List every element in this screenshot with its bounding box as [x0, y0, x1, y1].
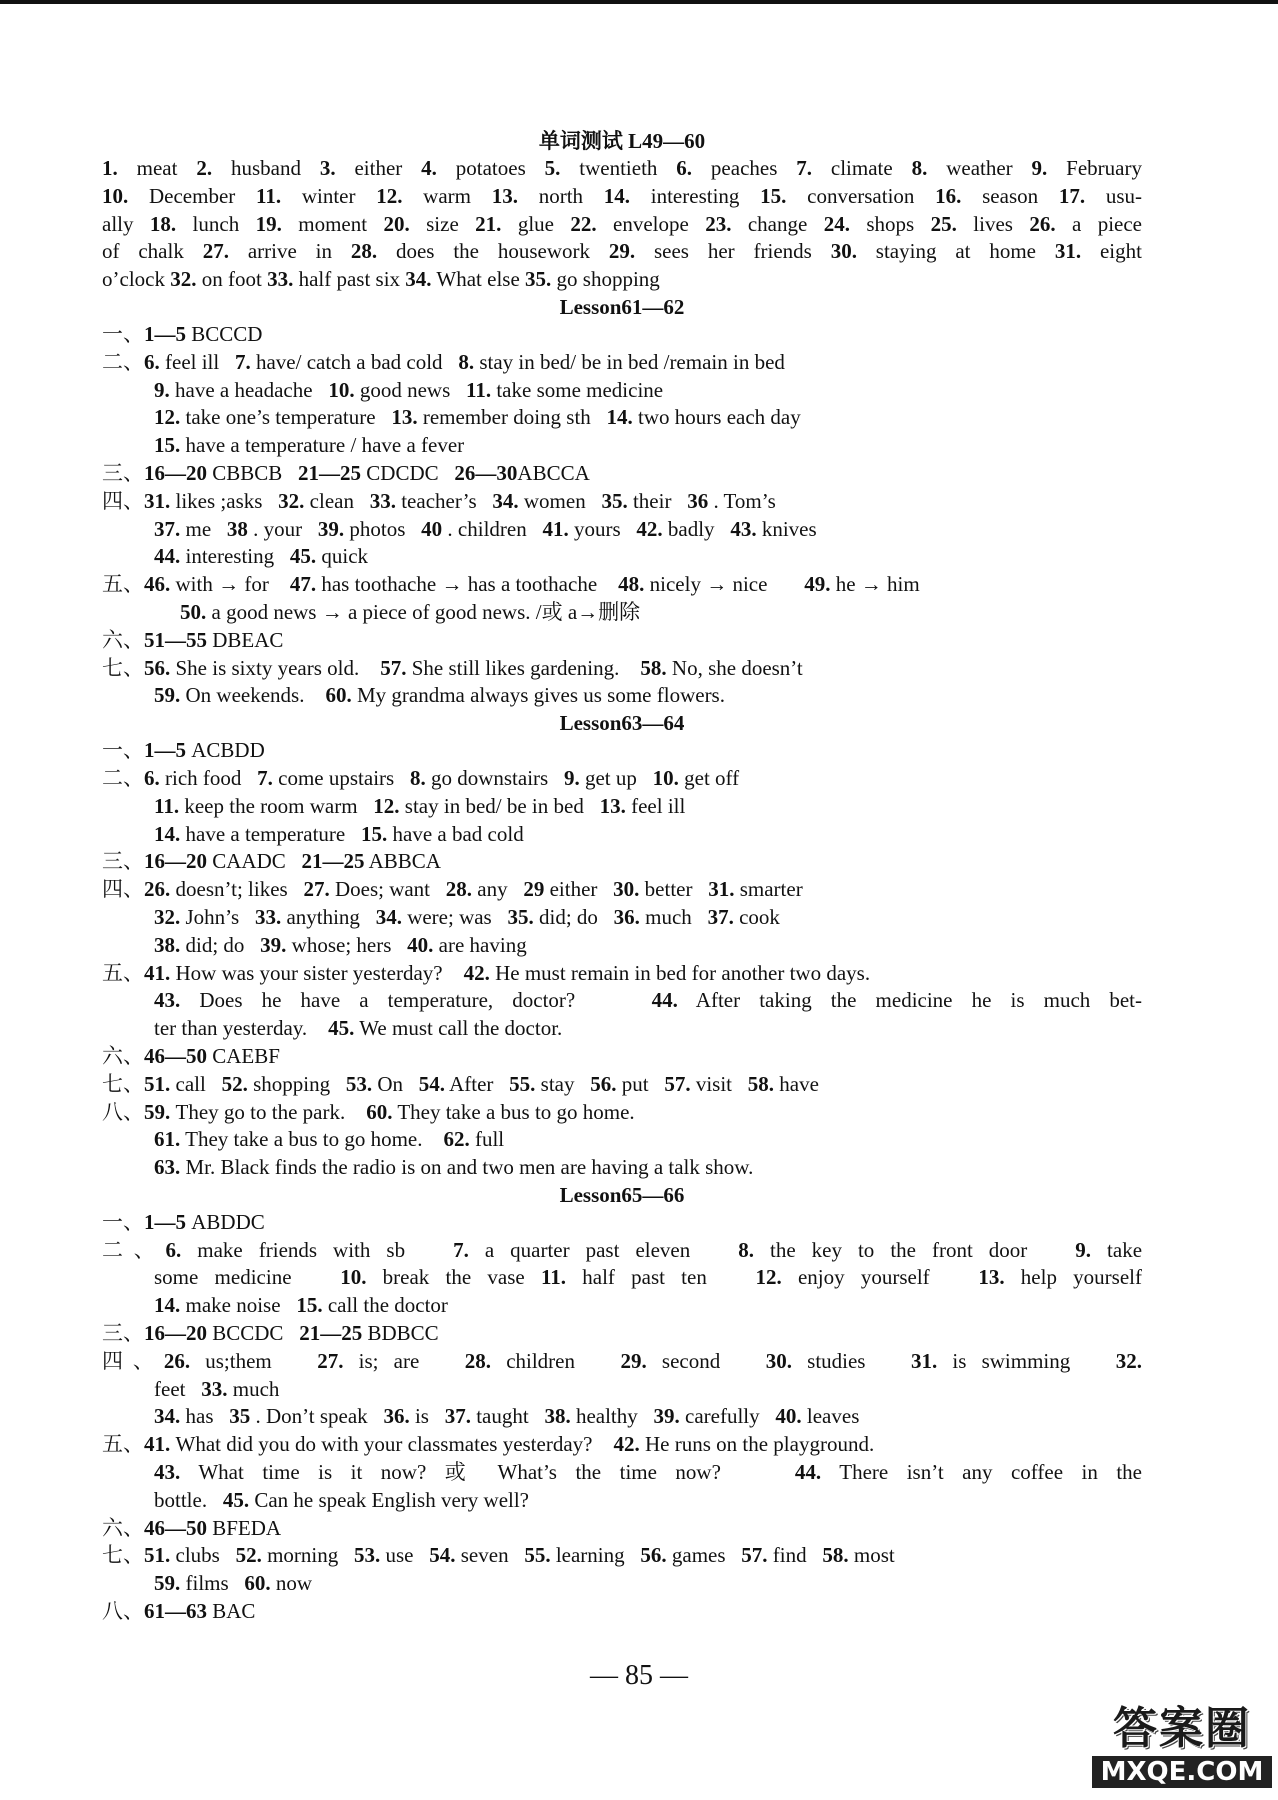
answer-line: 10. December 11. winter 12. warm 13. north 14. interesting 15. conversation 16. season 17. usu- [102, 183, 1143, 208]
answer-line: 四、26. us;them 27. is; are 28. children 29. second 30. studies 31. is swimming 32. [102, 1348, 1142, 1373]
watermark-logo [1086, 1702, 1278, 1800]
answer-line: 9. have a headache 10. good news 11. take some medicine [154, 377, 664, 402]
answer-line: 七、51. clubs 52. morning 53. use 54. seven 55. learning 56. games 57. find 58. most [102, 1543, 895, 1568]
answer-line: 四、26. doesn’t; likes 27. Does; want 28. any 29 either 30. better 31. smarter [102, 877, 803, 902]
answer-line: 七、56. She is sixty years old. 57. She still likes gardening. 58. No, she doesn’t [102, 655, 803, 680]
answer-line: 二、6. make friends with sb 7. a quarter past eleven 8. the key to the front door 9. take [102, 1237, 1143, 1262]
answer-line: 三、16—20 CBBCB 21—25 CDCDC 26—30ABCCA [102, 460, 590, 485]
answer-line: 二、6. feel ill 7. have/ catch a bad cold 8. stay in bed/ be in bed /remain in bed [102, 349, 785, 374]
section-lesson-63-64 [102, 710, 1142, 1182]
answer-line: 38. did; do 39. whose; hers 40. are having [154, 932, 527, 957]
answer-line: 五、41. What did you do with your classmates yesterday? 42. He runs on the playground. [102, 1432, 875, 1457]
answer-line: 八、59. They go to the park. 60. They take a bus to go home. [102, 1099, 635, 1124]
answer-line: 一、1—5 BCCCD [102, 321, 263, 346]
answer-line: 34. has 35 . Don’t speak 36. is 37. taught 38. healthy 39. carefully 40. leaves [154, 1404, 860, 1429]
section-heading: Lesson61—62 [559, 294, 685, 319]
section-heading: Lesson63—64 [559, 711, 685, 736]
answer-line: 63. Mr. Black finds the radio is on and two men are having a talk show. [154, 1155, 754, 1180]
answer-line: 32. John’s 33. anything 34. were; was 35. did; do 36. much 37. cook [154, 904, 780, 929]
answer-line: 四、31. likes ;asks 32. clean 33. teacher’s 34. women 35. their 36 . Tom’s [102, 488, 776, 513]
answer-line: 一、1—5 ABDDC [102, 1209, 265, 1234]
answer-line: 六、46—50 BFEDA [102, 1515, 282, 1540]
answer-line: 61. They take a bus to go home. 62. full [154, 1127, 505, 1152]
answer-page [102, 128, 1142, 1626]
answer-line: 37. me 38 . your 39. photos 40 . children 41. yours 42. badly 43. knives [154, 516, 817, 541]
watermark-top-text: 答案圈 [1113, 1703, 1251, 1754]
answer-line: 1. meat 2. husband 3. either 4. potatoes 5. twentieth 6. peaches 7. climate 8. weather 9. February [102, 156, 1142, 180]
answer-line: 59. films 60. now [154, 1571, 313, 1596]
answer-line: 六、46—50 CAEBF [102, 1043, 280, 1068]
section-lesson-61-62 [102, 294, 1142, 710]
answer-line: 59. On weekends. 60. My grandma always gives us some flowers. [154, 683, 725, 708]
answer-line: 五、46. with → for 47. has toothache → has a toothache 48. nicely → nice 49. he → him [102, 572, 920, 597]
answer-line: 14. have a temperature 15. have a bad cold [154, 821, 524, 846]
answer-line: of chalk 27. arrive in 28. does the housework 29. sees her friends 30. staying at home 31. eight [102, 239, 1142, 264]
answer-line: 43. What time is it now? 或 What’s the time now? 44. There isn’t any coffee in the [154, 1460, 1142, 1485]
answer-line: o’clock 32. on foot 33. half past six 34. What else 35. go shopping [102, 267, 660, 292]
answer-line: ally 18. lunch 19. moment 20. size 21. glue 22. envelope 23. change 24. shops 25. lives 26. a piece [102, 211, 1143, 236]
answer-line: ter than yesterday. 45. We must call the doctor. [154, 1016, 563, 1041]
watermark-bottom-text: MXQE.COM [1092, 1756, 1272, 1788]
answer-line: 七、51. call 52. shopping 53. On 54. After 55. stay 56. put 57. visit 58. have [102, 1071, 819, 1096]
section-lesson-65-66 [102, 1182, 1142, 1626]
answer-line: 五、41. How was your sister yesterday? 42. He must remain in bed for another two days. [102, 960, 871, 985]
answer-line: 15. have a temperature / have a fever [154, 433, 465, 458]
answer-line: 14. make noise 15. call the doctor [154, 1293, 448, 1318]
answer-line: 三、16—20 CAADC 21—25 ABBCA [102, 849, 441, 874]
answer-line: 11. keep the room warm 12. stay in bed/ be in bed 13. feel ill [154, 793, 686, 818]
section-vocab-test [102, 128, 1142, 294]
top-border [0, 0, 1278, 4]
answer-line: 八、61—63 BAC [102, 1599, 256, 1624]
answer-line: some medicine 10. break the vase 11. half past ten 12. enjoy yourself 13. help yourself [154, 1265, 1142, 1290]
section-heading: Lesson65—66 [559, 1182, 685, 1207]
answer-line: 六、51—55 DBEAC [102, 627, 284, 652]
answer-line: 43. Does he have a temperature, doctor? 44. After taking the medicine he is much bet- [154, 988, 1143, 1013]
answer-line: bottle. 45. Can he speak English very well? [154, 1487, 529, 1512]
answer-line: 12. take one’s temperature 13. remember doing sth 14. two hours each day [154, 405, 801, 430]
section-heading: 单词测试 L49—60 [538, 129, 706, 153]
answer-line: 50. a good news → a piece of good news. /或 a→删除 [180, 599, 641, 624]
page-number: — 85 — [590, 1660, 688, 1691]
answer-line: feet 33. much [154, 1376, 280, 1401]
answer-line: 二、6. rich food 7. come upstairs 8. go downstairs 9. get up 10. get off [102, 765, 740, 790]
answer-line: 44. interesting 45. quick [154, 544, 369, 569]
answer-line: 一、1—5 ACBDD [102, 738, 265, 763]
answer-line: 三、16—20 BCCDC 21—25 BDBCC [102, 1321, 439, 1346]
